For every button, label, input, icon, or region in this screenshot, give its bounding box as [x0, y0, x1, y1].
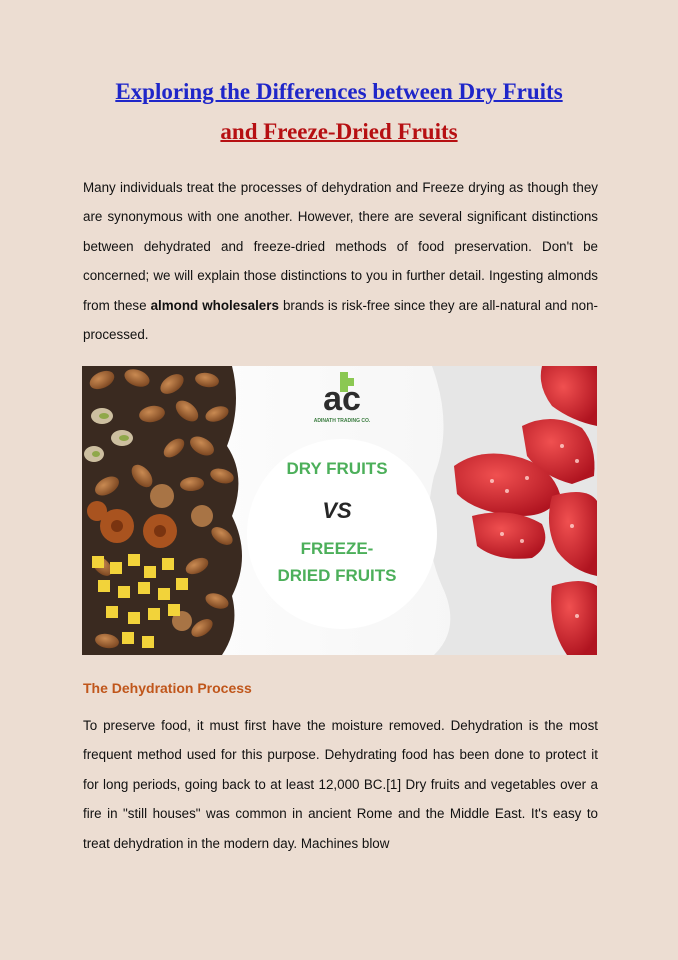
dry-fruits-label: DRY FRUITS: [286, 459, 388, 478]
dehydration-paragraph: To preserve food, it must first have the moisture removed. Dehydration is the most frequent method used for this purpose. Dehydrating food has been done to protect it for long periods, going back to at least 12,000 BC.[1] Dry fruits and vegetables over a fire in "still houses" was common in ancient Rome and the Middle East. It's easy to treat dehydration in the modern day. Machines blow: [83, 718, 598, 851]
intro-text-end: brands is risk-free since they are all-natural and non-processed.: [83, 297, 599, 343]
freeze-label-line-2: DRIED FRUITS: [277, 566, 397, 585]
logo-company-name: ADINATH TRADING CO.: [313, 418, 371, 424]
intro-paragraph: [83, 173, 598, 349]
title-line-2: and Freeze-Dried Fruits: [220, 119, 458, 144]
hero-image-dry-vs-freeze-dried: [82, 366, 597, 655]
logo-letters: ac: [323, 380, 361, 418]
dry-fruits-photo: [82, 366, 242, 655]
title-line-1: Exploring the Differences between Dry Fruits: [115, 79, 563, 104]
freeze-label-line-1: FREEZE-: [300, 539, 374, 558]
almond-wholesalers-highlight: almond wholesalers: [150, 297, 279, 313]
versus-label: VS: [322, 498, 352, 523]
page-title: [0, 72, 678, 152]
intro-text-start: Many individuals treat the processes of dehydration and Freeze drying as though they are synonymous with one another. However, there are several significant distinctions between dehydrated and freeze-dried methods of food preservation. Don't be concerned; we will explain those distinctions to you in further detail. Ingesting almonds from these: [83, 180, 598, 313]
section-heading: The Dehydration Process: [83, 680, 252, 696]
